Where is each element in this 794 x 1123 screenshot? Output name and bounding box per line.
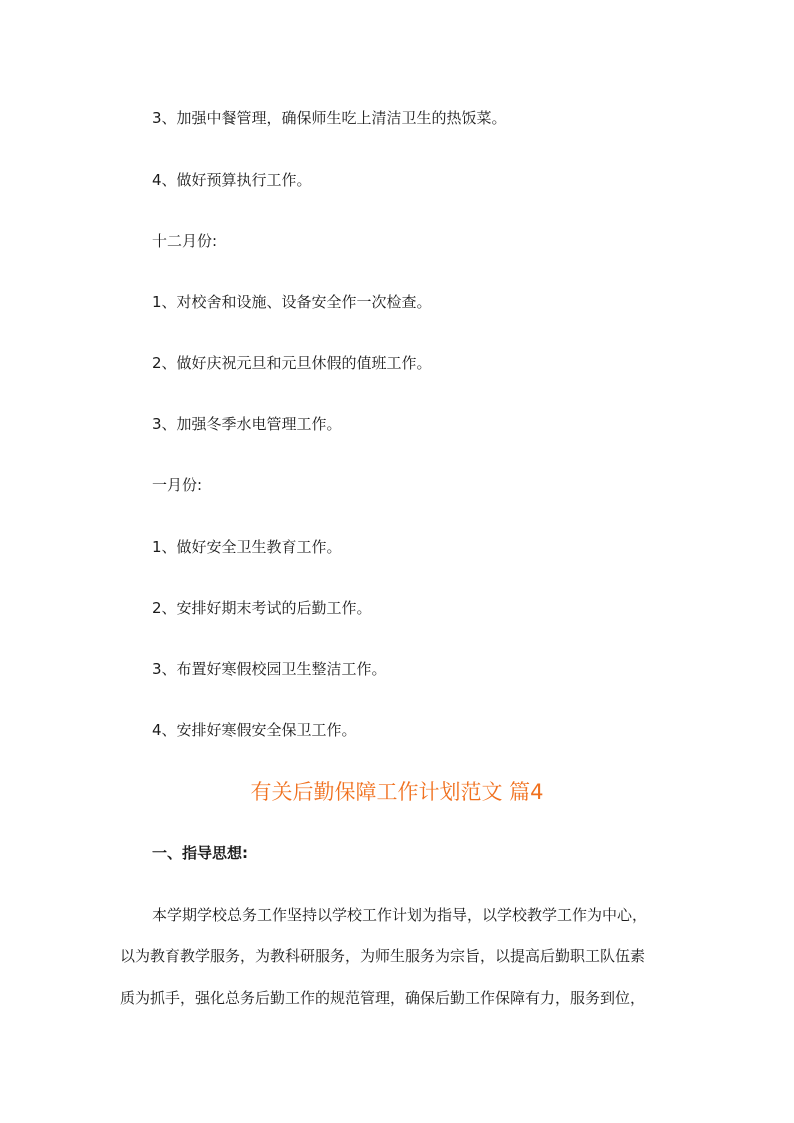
- december-item-1: 1、对校舍和设施、设备安全作一次检查。: [152, 293, 432, 311]
- january-item-1: 1、做好安全卫生教育工作。: [152, 538, 342, 556]
- december-label: 十二月份:: [152, 232, 218, 250]
- paragraph-line-2: 以为教育教学服务，为教科研服务，为师生服务为宗旨，以提高后勤职工队伍素: [120, 947, 646, 965]
- january-item-4: 4、安排好寒假安全保卫工作。: [152, 721, 357, 739]
- paragraph-line-1: 本学期学校总务工作坚持以学校工作计划为指导，以学校教学工作为中心，: [152, 906, 648, 924]
- section-title: 一、指导思想:: [152, 844, 248, 862]
- paragraph-line-3: 质为抓手，强化总务后勤工作的规范管理，确保后勤工作保障有力，服务到位，: [120, 989, 646, 1007]
- list-item-budget: 4、做好预算执行工作。: [152, 171, 312, 189]
- january-item-2: 2、安排好期末考试的后勤工作。: [152, 599, 372, 617]
- january-label: 一月份:: [152, 476, 203, 494]
- list-item-meal-management: 3、加强中餐管理，确保师生吃上清洁卫生的热饭菜。: [152, 109, 507, 127]
- article-heading: 有关后勤保障工作计划范文 篇4: [250, 780, 544, 804]
- december-item-3: 3、加强冬季水电管理工作。: [152, 415, 342, 433]
- december-item-2: 2、做好庆祝元旦和元旦休假的值班工作。: [152, 354, 432, 372]
- january-item-3: 3、布置好寒假校园卫生整洁工作。: [152, 660, 387, 678]
